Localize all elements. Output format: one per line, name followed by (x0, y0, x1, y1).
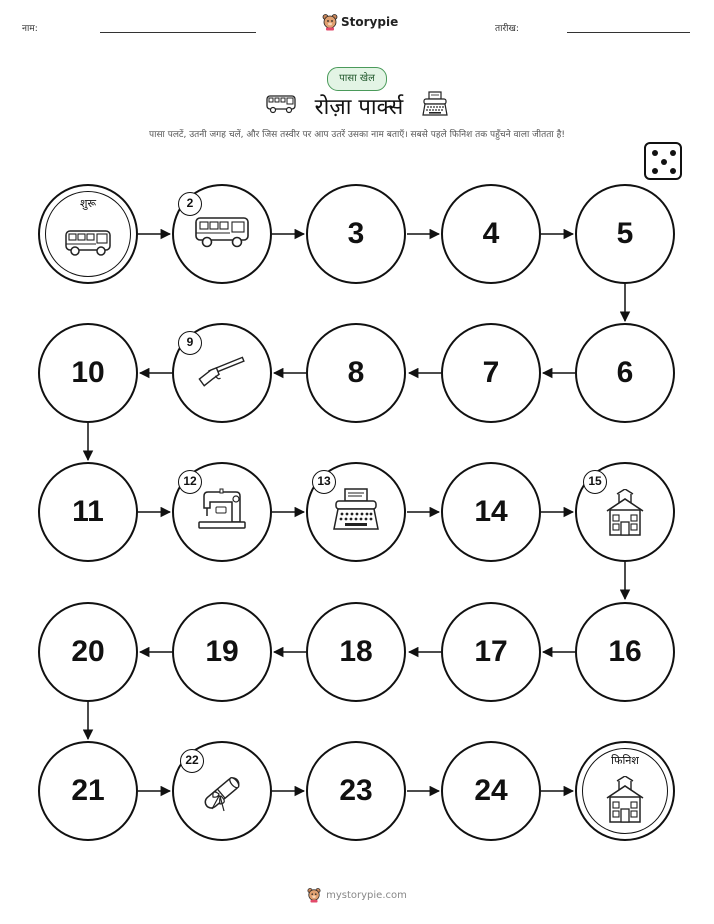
space-12[interactable] (172, 462, 272, 562)
footer-site: mystorypie.com (326, 889, 407, 901)
space-15[interactable] (575, 462, 675, 562)
space-7[interactable] (441, 323, 541, 423)
space-number: 20 (71, 635, 105, 668)
space-16[interactable] (575, 602, 675, 702)
space-start[interactable] (38, 184, 138, 284)
name-label: नाम: (22, 24, 38, 34)
space-number: 5 (616, 217, 634, 250)
space-6[interactable] (575, 323, 675, 423)
space-number: 21 (71, 774, 105, 807)
space-number-badge: 12 (178, 470, 202, 494)
space-number: 17 (474, 635, 508, 668)
typewriter-icon (332, 487, 380, 537)
instructions: पासा पलटें, उतनी जगह चलें, और जिस तस्वीर पर आप उतरें उसका नाम बताएँ। सबसे पहले फिनिश तक पहुँचने वाला जीतता है! (149, 130, 565, 140)
schoolhouse-icon (605, 489, 645, 541)
space-number-badge: 2 (178, 192, 202, 216)
space-9[interactable] (172, 323, 272, 423)
space-number: 23 (339, 774, 373, 807)
space-number: 7 (482, 356, 500, 389)
space-number: 8 (347, 356, 365, 389)
space-number: 24 (474, 774, 508, 807)
date-label: तारीख: (495, 24, 519, 34)
space-number: 4 (482, 217, 500, 250)
finish-label: फिनिश (611, 754, 639, 767)
space-23[interactable] (306, 741, 406, 841)
space-finish[interactable] (575, 741, 675, 841)
space-11[interactable] (38, 462, 138, 562)
space-10[interactable] (38, 323, 138, 423)
space-number: 18 (339, 635, 373, 668)
space-4[interactable] (441, 184, 541, 284)
space-number-badge: 22 (180, 749, 204, 773)
space-13[interactable] (306, 462, 406, 562)
bus-icon (64, 228, 112, 262)
space-number-badge: 13 (312, 470, 336, 494)
space-number: 19 (205, 635, 239, 668)
space-5[interactable] (575, 184, 675, 284)
space-number: 16 (608, 635, 642, 668)
brand-name: Storypie (341, 15, 399, 29)
space-19[interactable] (172, 602, 272, 702)
space-18[interactable] (306, 602, 406, 702)
space-2[interactable] (172, 184, 272, 284)
space-8[interactable] (306, 323, 406, 423)
space-14[interactable] (441, 462, 541, 562)
space-number-badge: 9 (178, 331, 202, 355)
bus-icon (194, 215, 250, 253)
rifle-icon (196, 351, 248, 395)
space-20[interactable] (38, 602, 138, 702)
bear-mascot-icon (307, 887, 321, 903)
space-number: 10 (71, 356, 105, 389)
space-number-badge: 15 (583, 470, 607, 494)
space-number: 6 (616, 356, 634, 389)
space-22[interactable] (172, 741, 272, 841)
space-24[interactable] (441, 741, 541, 841)
page-title: रोज़ा पार्क्स (314, 95, 404, 120)
space-21[interactable] (38, 741, 138, 841)
sewing-machine-icon (196, 488, 248, 536)
space-number: 11 (72, 495, 104, 528)
space-number: 14 (474, 495, 508, 528)
game-type-tag: पासा खेल (327, 67, 387, 91)
schoolhouse-icon (605, 776, 645, 828)
diploma-scroll-icon (198, 769, 246, 821)
space-17[interactable] (441, 602, 541, 702)
space-3[interactable] (306, 184, 406, 284)
start-label: शुरू (79, 197, 97, 210)
space-number: 3 (347, 217, 365, 250)
footer (0, 887, 714, 903)
